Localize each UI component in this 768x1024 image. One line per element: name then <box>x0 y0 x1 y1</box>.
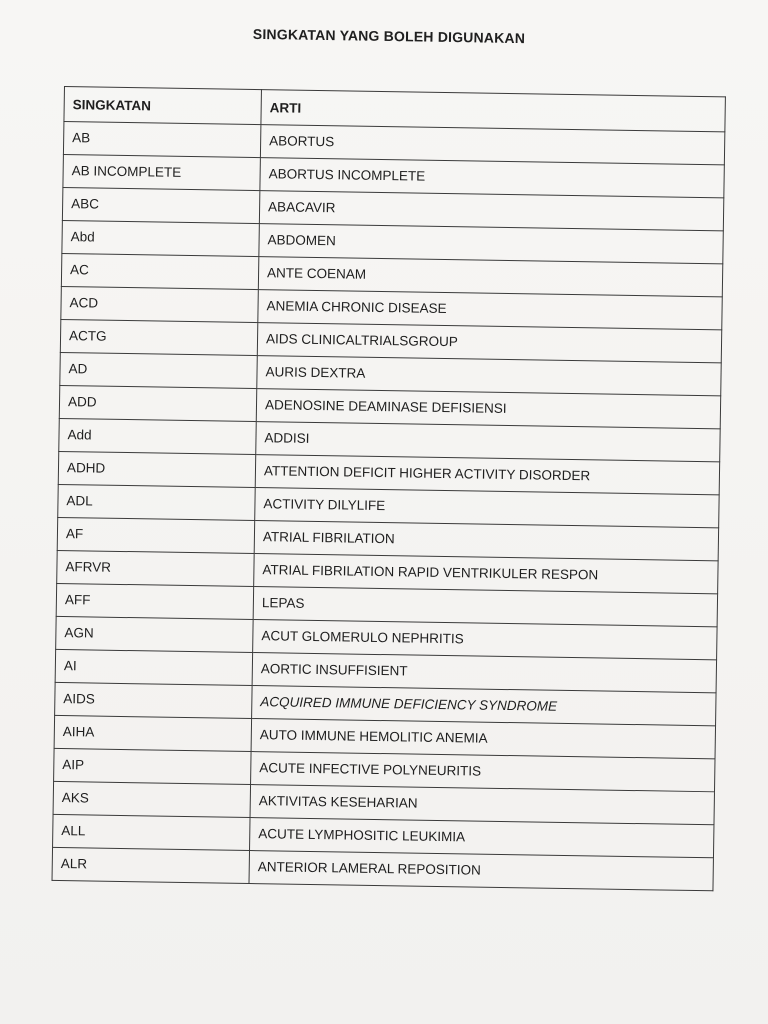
abbreviation-cell: AB INCOMPLETE <box>63 154 260 190</box>
meaning-cell: ANEMIA CHRONIC DISEASE <box>258 290 722 330</box>
meaning-cell: ANTERIOR LAMERAL REPOSITION <box>249 851 713 891</box>
meaning-cell: ATRIAL FIBRILATION RAPID VENTRIKULER RESPON <box>254 554 718 594</box>
document-title: SINGKATAN YANG BOLEH DIGUNAKAN <box>252 25 526 47</box>
abbreviation-cell: Abd <box>62 220 259 256</box>
meaning-cell: ACQUIRED IMMUNE DEFICIENCY SYNDROME <box>252 686 716 726</box>
abbreviation-cell: AIHA <box>54 715 251 751</box>
meaning-cell: ABACAVIR <box>259 191 723 231</box>
abbreviation-cell: AC <box>61 253 258 289</box>
header-meaning: ARTI <box>261 90 725 132</box>
meaning-cell: ATRIAL FIBRILATION <box>254 521 718 561</box>
meaning-cell: AURIS DEXTRA <box>257 356 721 396</box>
meaning-cell: ACUTE INFECTIVE POLYNEURITIS <box>251 752 715 792</box>
abbreviation-cell: AFF <box>56 583 253 619</box>
abbreviation-cell: ADL <box>58 484 255 520</box>
abbreviation-cell: ALL <box>53 814 250 850</box>
abbreviation-cell: AB <box>63 122 260 158</box>
abbreviation-cell: Add <box>59 418 256 454</box>
meaning-cell: AKTIVITAS KESEHARIAN <box>250 785 714 825</box>
meaning-cell: ABDOMEN <box>259 224 723 264</box>
abbreviation-cell: AIDS <box>55 682 252 718</box>
header-abbreviation: SINGKATAN <box>64 87 262 125</box>
meaning-cell: ATTENTION DEFICIT HIGHER ACTIVITY DISORDER <box>255 455 719 495</box>
abbreviation-cell: AIP <box>54 748 251 784</box>
abbreviation-cell: ACTG <box>60 319 257 355</box>
table-body <box>52 122 725 891</box>
meaning-cell: ANTE COENAM <box>258 257 722 297</box>
meaning-cell: ABORTUS <box>260 125 724 165</box>
abbreviation-cell: AD <box>60 352 257 388</box>
meaning-cell: ACUTE LYMPHOSITIC LEUKIMIA <box>250 818 714 858</box>
meaning-cell: ACUT GLOMERULO NEPHRITIS <box>253 620 717 660</box>
abbreviation-cell: ADHD <box>58 451 255 487</box>
meaning-cell: AORTIC INSUFFISIENT <box>252 653 716 693</box>
meaning-cell: AUTO IMMUNE HEMOLITIC ANEMIA <box>251 719 715 759</box>
meaning-cell: ADENOSINE DEAMINASE DEFISIENSI <box>256 389 720 429</box>
abbreviation-cell: AFRVR <box>57 550 254 586</box>
abbreviation-cell: AF <box>57 517 254 553</box>
abbreviation-cell: AI <box>55 649 252 685</box>
abbreviation-cell: ACD <box>61 286 258 322</box>
abbreviation-table-wrapper <box>52 86 726 891</box>
abbreviation-cell: ABC <box>62 187 259 223</box>
abbreviation-cell: AKS <box>53 781 250 817</box>
abbreviation-cell: AGN <box>56 616 253 652</box>
meaning-cell: ABORTUS INCOMPLETE <box>260 158 724 198</box>
meaning-cell: ACTIVITY DILYLIFE <box>255 488 719 528</box>
meaning-cell: ADDISI <box>256 422 720 462</box>
abbreviation-cell: ALR <box>52 847 249 883</box>
meaning-cell: AIDS CLINICALTRIALSGROUP <box>257 323 721 363</box>
meaning-cell: LEPAS <box>253 587 717 627</box>
abbreviation-table <box>52 86 726 891</box>
abbreviation-cell: ADD <box>59 385 256 421</box>
